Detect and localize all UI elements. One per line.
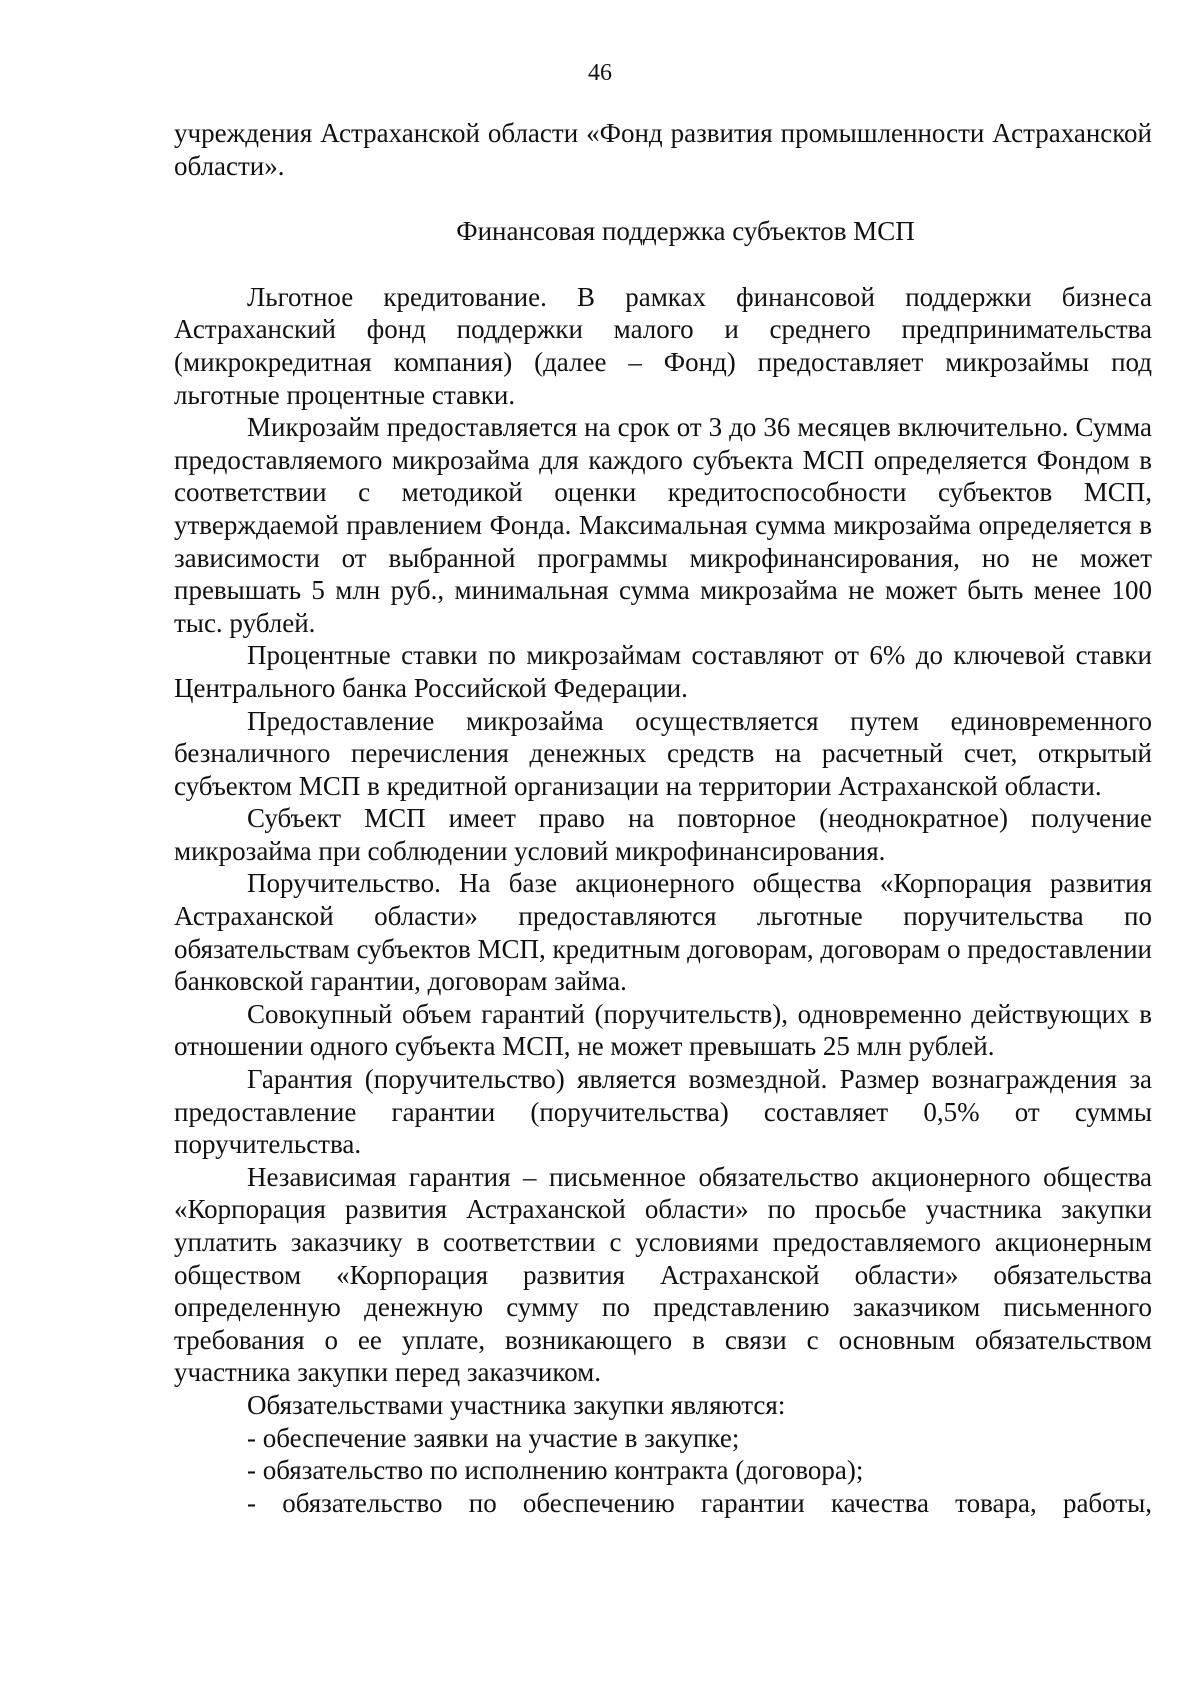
paragraph-guarantee-limit: Совокупный объем гарантий (поручительств), одновременно действующих в отношении одного субъекта МСП, не может превышать 25 млн рублей. xyxy=(174,998,1152,1062)
page-number: 46 xyxy=(588,60,612,86)
document-body xyxy=(174,117,1152,1519)
paragraph-interest-rates: Процентные ставки по микрозаймам составляют от 6% до ключевой ставки Центрального банка Российской Федерации. xyxy=(174,640,1152,703)
list-item: - обеспечение заявки на участие в закупке; xyxy=(247,1422,740,1453)
list-item: - обязательство по исполнению контракта (договора); xyxy=(247,1455,864,1486)
paragraph-repeat-loan: Субъект МСП имеет право на повторное (неоднократное) получение микрозайма при соблюдении условий микрофинансирования. xyxy=(174,803,1152,866)
section-heading: Финансовая поддержка субъектов МСП xyxy=(456,216,915,247)
list-item: - обязательство по обеспечению гарантии качества товара, работы, xyxy=(247,1487,1152,1518)
paragraph-obligations-intro: Обязательствами участника закупки являются: xyxy=(247,1389,786,1420)
continuation-paragraph: учреждения Астраханской области «Фонд развития промышленности Астраханской области». xyxy=(174,118,1152,181)
paragraph-microloan-terms: Микрозайм предоставляется на срок от 3 до 36 месяцев включительно. Сумма предоставляемого микрозайма для каждого субъекта МСП определяется Фондом в соответствии с методикой оценки кредитоспособности субъектов МСП, утверждаемой правлением Фонда. Максимальная сумма микрозайма определяется в зависимости от выбранной программы микрофинансирования, но не может превышать 5 млн руб., минимальная сумма микрозайма не может быть менее 100 тыс. рублей. xyxy=(174,412,1152,638)
paragraph-guarantee: Поручительство. На базе акционерного общества «Корпорация развития Астраханской области» предоставляются льготные поручительства по обязательствам субъектов МСП, кредитным договорам, договорам о предоставлении банковской гарантии, договорам займа. xyxy=(174,868,1152,997)
paragraph-disbursement: Предоставление микрозайма осуществляется путем единовременного безналичного перечисления денежных средств на расчетный счет, открытый субъектом МСП в кредитной организации на территории Астраханской области. xyxy=(174,705,1152,801)
paragraph-preferential-lending: Льготное кредитование. В рамках финансовой поддержки бизнеса Астраханский фонд поддержки малого и среднего предпринимательства (микрокредитная компания) (далее – Фонд) предоставляет микрозаймы под льготные процентные ставки. xyxy=(174,281,1152,410)
paragraph-guarantee-fee: Гарантия (поручительство) является возмездной. Размер вознаграждения за предоставление гарантии (поручительства) составляет 0,5% от суммы поручительства. xyxy=(174,1064,1152,1160)
paragraph-independent-guarantee: Независимая гарантия – письменное обязательство акционерного общества «Корпорация развития Астраханской области» по просьбе участника закупки уплатить заказчику в соответствии с условиями предоставляемого акционерным обществом «Корпорация развития Астраханской области» обязательства определенную денежную сумму по представлению заказчиком письменного требования о ее уплате, возникающего в связи с основным обязательством участника закупки перед заказчиком. xyxy=(174,1161,1152,1388)
